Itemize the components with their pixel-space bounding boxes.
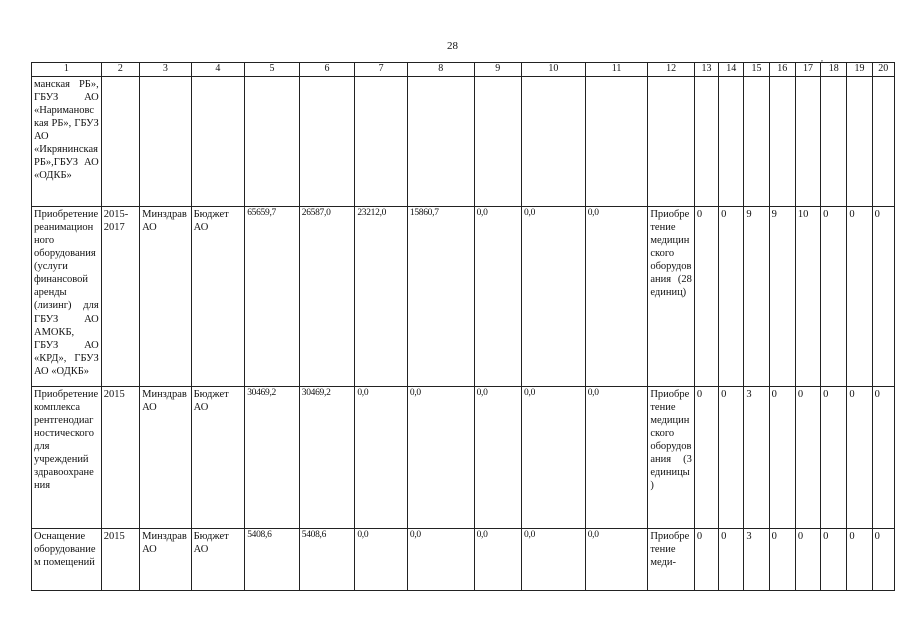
table-cell: 0 [719,206,744,386]
column-header: 5 [245,63,300,77]
table-cell: 0 [795,528,820,590]
table-cell [821,76,847,206]
table-cell [101,76,139,206]
table-cell [355,76,408,206]
column-header: 20 [872,63,894,77]
table-cell: 0 [821,206,847,386]
table-cell: 26587,0 [299,206,355,386]
table-cell: 0 [795,386,820,528]
table-cell: 0 [769,386,795,528]
column-header: 14 [719,63,744,77]
table-cell: 0 [769,528,795,590]
table-cell: Приобретение меди- [648,528,694,590]
program-table [31,62,895,591]
table-cell: 0,0 [522,386,586,528]
column-header: 7 [355,63,408,77]
table-cell: 0 [847,528,872,590]
table-cell: 0 [694,386,718,528]
table-cell: 0 [821,528,847,590]
table-row [32,206,895,386]
table-cell: Минздрав АО [140,386,192,528]
table-cell: Бюджет АО [191,528,245,590]
table-cell: 3 [744,528,769,590]
table-cell: Приобретение медицинского оборудования (28 единиц) [648,206,694,386]
table-cell: 0,0 [585,528,648,590]
table-cell: Минздрав АО [140,528,192,590]
column-header: 10 [522,63,586,77]
column-header: 12 [648,63,694,77]
table-cell: 5408,6 [299,528,355,590]
table-cell: Бюджет АО [191,206,245,386]
table-cell [585,76,648,206]
column-header: 18 [821,63,847,77]
table-row [32,386,895,528]
table-cell: 0,0 [407,528,474,590]
table-cell: 0 [719,528,744,590]
table-cell: 9 [769,206,795,386]
table-cell [191,76,245,206]
activity-name-cell: Оснащение оборудованием помещений [32,528,102,590]
table-cell: 15860,7 [407,206,474,386]
table-cell [847,76,872,206]
table-body [32,76,895,590]
table-cell: 0,0 [474,386,521,528]
column-header: 13 [694,63,718,77]
table-cell: 0 [694,528,718,590]
table-cell: 2015 [101,386,139,528]
table-cell: 0,0 [585,206,648,386]
table-cell [245,76,300,206]
table-cell [140,76,192,206]
column-header: 16 [769,63,795,77]
table-row [32,76,895,206]
table-cell [744,76,769,206]
column-header: 4 [191,63,245,77]
table-cell: 0 [872,386,894,528]
column-header: 11 [585,63,648,77]
table-cell [719,76,744,206]
table-cell: 0,0 [355,528,408,590]
table-cell: 0,0 [355,386,408,528]
table-cell: 5408,6 [245,528,300,590]
table-cell: 10 [795,206,820,386]
table-cell [299,76,355,206]
table-cell: 0,0 [474,206,521,386]
table-cell: 0,0 [522,528,586,590]
table-cell [872,76,894,206]
column-header: 6 [299,63,355,77]
table-cell [407,76,474,206]
table-cell: Приобретение медицинского оборудования (3 единицы) [648,386,694,528]
table-cell: 2015-2017 [101,206,139,386]
table-cell: 0 [847,386,872,528]
table-cell: 0 [872,528,894,590]
table-cell: 0 [719,386,744,528]
table-cell: 3 [744,386,769,528]
table-cell: 30469,2 [245,386,300,528]
table-row [32,528,895,590]
table-cell: 30469,2 [299,386,355,528]
table-cell: 0 [872,206,894,386]
table-cell: 0 [847,206,872,386]
activity-name-cell: Приобретение комплекса рентгенодиагностического для учреждений здравоохранения [32,386,102,528]
column-header: 3 [140,63,192,77]
header-row [32,63,895,77]
activity-name-cell: Приобретение реанимационного оборудования (услуги финансовой аренды (лизинг) для ГБУЗ АО АМОКБ, ГБУЗ АО «КРД», ГБУЗ АО «ОДКБ» [32,206,102,386]
column-header: 8 [407,63,474,77]
table-cell [648,76,694,206]
table-cell: 65659,7 [245,206,300,386]
table-cell: 23212,0 [355,206,408,386]
table-cell [694,76,718,206]
table-cell: 2015 [101,528,139,590]
table-cell: 0,0 [474,528,521,590]
table-cell: 0 [694,206,718,386]
table-cell: 0,0 [522,206,586,386]
page-number: 28 [447,40,458,52]
table-cell: 0,0 [407,386,474,528]
table-cell [769,76,795,206]
table-cell: 0 [821,386,847,528]
activity-name-cell: манская РБ», ГБУЗ АО «Наримановская РБ», ГБУЗ АО «Икрянинская РБ»,ГБУЗ АО «ОДКБ» [32,76,102,206]
table-cell: 0,0 [585,386,648,528]
table-cell: Бюджет АО [191,386,245,528]
table-cell [795,76,820,206]
table-cell [522,76,586,206]
column-header: 19 [847,63,872,77]
table-cell [474,76,521,206]
column-header: 17 [795,63,820,77]
table-cell: Минздрав АО [140,206,192,386]
column-header: 1 [32,63,102,77]
corner-mark: , [821,54,823,63]
table-cell: 9 [744,206,769,386]
column-header: 2 [101,63,139,77]
column-header: 9 [474,63,521,77]
column-header: 15 [744,63,769,77]
